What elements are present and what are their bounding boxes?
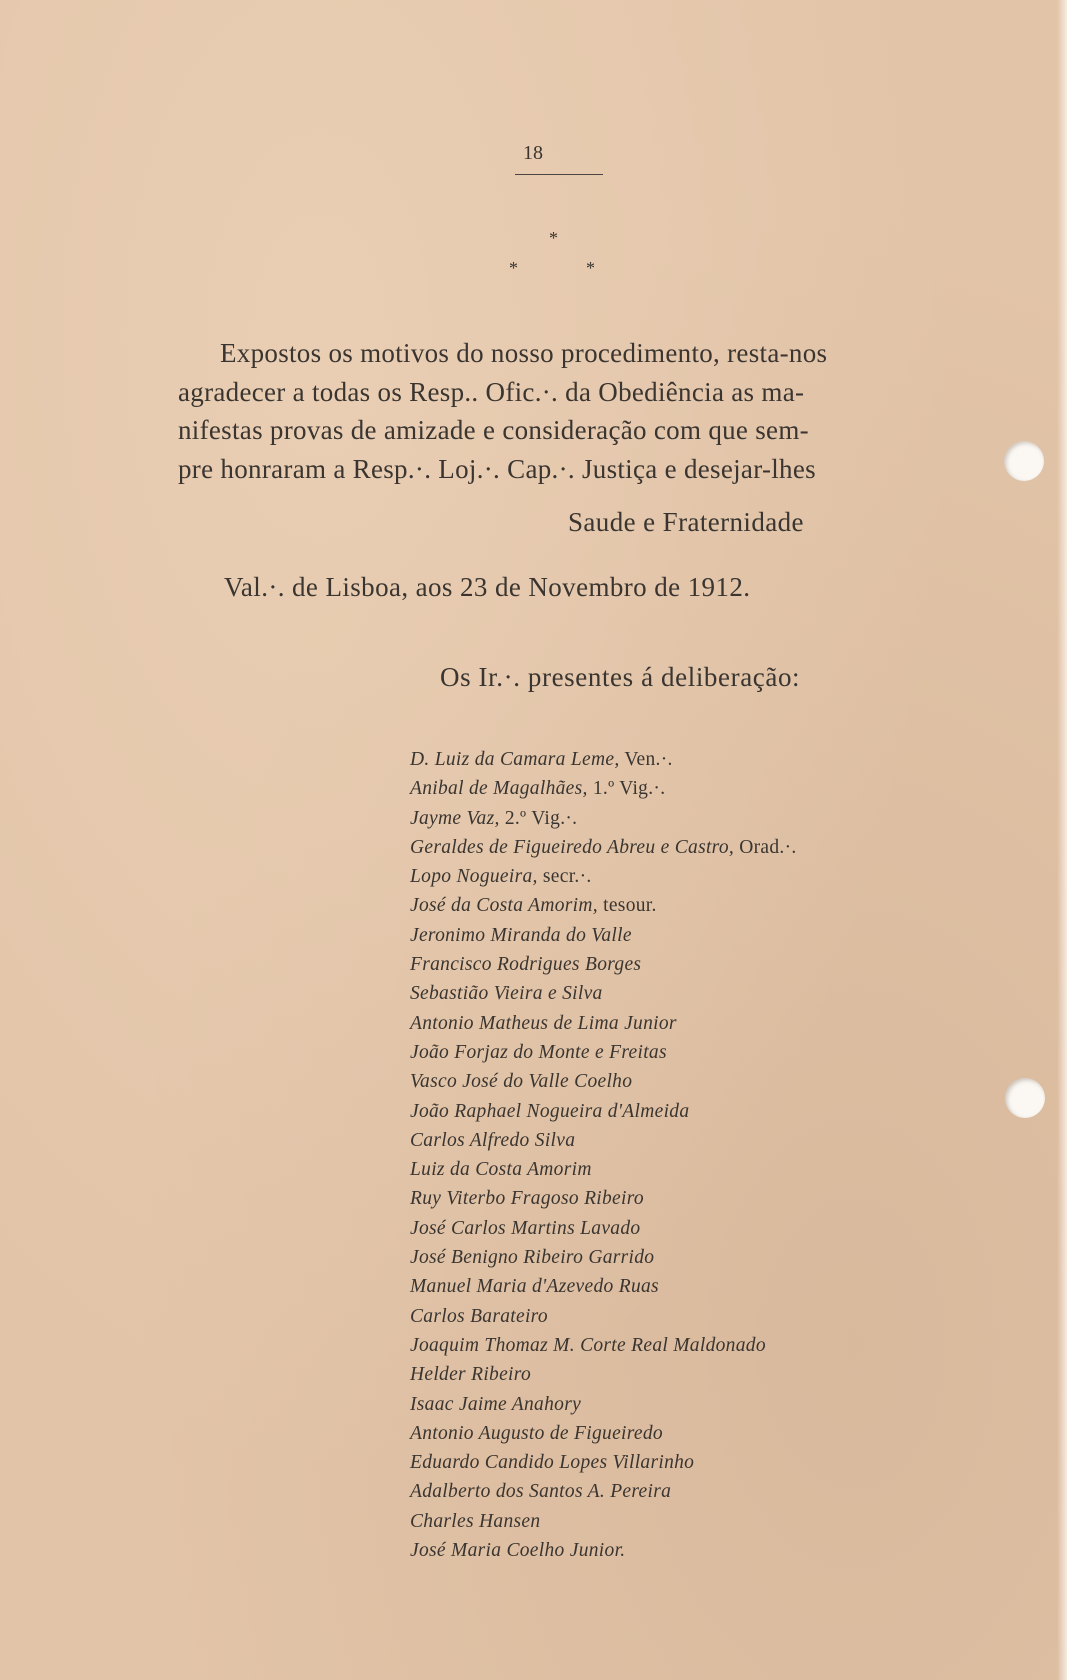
member-role: 1.º Vig.·. (587, 778, 666, 800)
member-entry (410, 1507, 970, 1536)
punch-hole (1004, 441, 1044, 481)
member-name: Helder Ribeiro (410, 1364, 531, 1386)
member-entry (410, 774, 970, 803)
member-entry (410, 1184, 970, 1213)
member-name: José da Costa Amorim, (410, 895, 598, 917)
member-name: Carlos Barateiro (410, 1305, 548, 1327)
members-heading: Os Ir.·. presentes á deliberação: (440, 662, 801, 692)
member-name: José Carlos Martins Lavado (410, 1217, 641, 1239)
member-entry (410, 1038, 970, 1067)
member-entry (410, 1448, 970, 1477)
members-list (410, 745, 970, 1565)
member-entry (410, 804, 970, 833)
paragraph-line: nifestas provas de amizade e consideração com que sem- (178, 415, 809, 445)
page-edge (1057, 0, 1067, 1680)
punch-hole (1005, 1078, 1045, 1118)
member-entry (410, 1097, 970, 1126)
paragraph-line: agradecer a todas os Resp.. Ofic.·. da Obediência as ma- (178, 376, 805, 407)
member-entry (410, 1302, 970, 1331)
member-name: José Maria Coelho Junior. (410, 1540, 626, 1562)
member-entry (410, 891, 970, 920)
member-name: Anibal de Magalhães, (410, 778, 588, 800)
member-name: Adalberto dos Santos A. Pereira (410, 1481, 672, 1503)
member-entry (410, 1126, 970, 1155)
member-name: Manuel Maria d'Azevedo Ruas (410, 1276, 659, 1298)
member-entry (410, 1009, 970, 1038)
member-name: Carlos Alfredo Silva (410, 1129, 576, 1151)
member-name: João Raphael Nogueira d'Almeida (410, 1100, 690, 1122)
member-entry (410, 1272, 970, 1301)
paragraph-line: pre honraram a Resp.·. Loj.·. Cap.·. Justiça e desejar-lhes (178, 453, 816, 484)
member-entry (410, 1155, 970, 1184)
member-entry (410, 921, 970, 950)
member-name: Sebastião Vieira e Silva (410, 983, 603, 1005)
member-name: Jeronimo Miranda do Valle (410, 924, 632, 946)
member-entry (410, 1477, 970, 1506)
member-entry (410, 1390, 970, 1419)
member-name: Isaac Jaime Anahory (410, 1393, 582, 1415)
member-role: tesour. (597, 895, 657, 917)
member-role: 2.º Vig.·. (499, 807, 578, 829)
member-entry (410, 1536, 970, 1565)
member-entry (410, 833, 970, 862)
member-name: Charles Hansen (410, 1510, 541, 1532)
member-name: Jayme Vaz, (410, 807, 500, 829)
member-name: Antonio Matheus de Lima Junior (410, 1012, 677, 1034)
member-name: D. Luiz da Camara Leme, (410, 749, 620, 770)
member-entry (410, 1067, 970, 1096)
member-name: João Forjaz do Monte e Freitas (410, 1041, 667, 1063)
member-name: Lopo Nogueira, (410, 866, 538, 888)
member-entry (410, 1419, 970, 1448)
body-paragraph (178, 334, 934, 488)
asterism-star: * (509, 258, 518, 278)
asterism-star: * (549, 228, 558, 248)
date-line: Val.·. de Lisboa, aos 23 de Novembro de 1912. (224, 572, 751, 602)
paragraph-line: Expostos os motivos do nosso procedimento, resta-nos (220, 338, 828, 368)
member-name: Eduardo Candido Lopes Villarinho (410, 1452, 695, 1474)
member-name: Geraldes de Figueiredo Abreu e Castro, (410, 836, 735, 858)
member-name: José Benigno Ribeiro Garrido (410, 1247, 655, 1269)
member-role: secr.·. (537, 866, 592, 888)
member-role: Orad.·. (734, 836, 797, 858)
member-role: Ven.·. (619, 749, 673, 770)
member-entry (410, 1360, 970, 1389)
member-entry (410, 1243, 970, 1272)
member-name: Ruy Viterbo Fragoso Ribeiro (410, 1188, 644, 1210)
member-name: Antonio Augusto de Figueiredo (410, 1422, 663, 1444)
member-name: Vasco José do Valle Coelho (410, 1071, 633, 1093)
member-entry (410, 950, 970, 979)
member-entry (410, 979, 970, 1008)
page-number: 18 (523, 142, 543, 164)
asterism-star: * (586, 258, 595, 278)
closing-salutation: Saude e Fraternidade (568, 507, 804, 537)
member-entry (410, 862, 970, 891)
member-name: Joaquim Thomaz M. Corte Real Maldonado (410, 1334, 766, 1356)
member-name: Francisco Rodrigues Borges (410, 954, 642, 976)
member-entry (410, 1214, 970, 1243)
page-number-rule (515, 174, 603, 175)
member-name: Luiz da Costa Amorim (410, 1159, 592, 1181)
member-entry (410, 745, 970, 774)
member-entry (410, 1331, 970, 1360)
